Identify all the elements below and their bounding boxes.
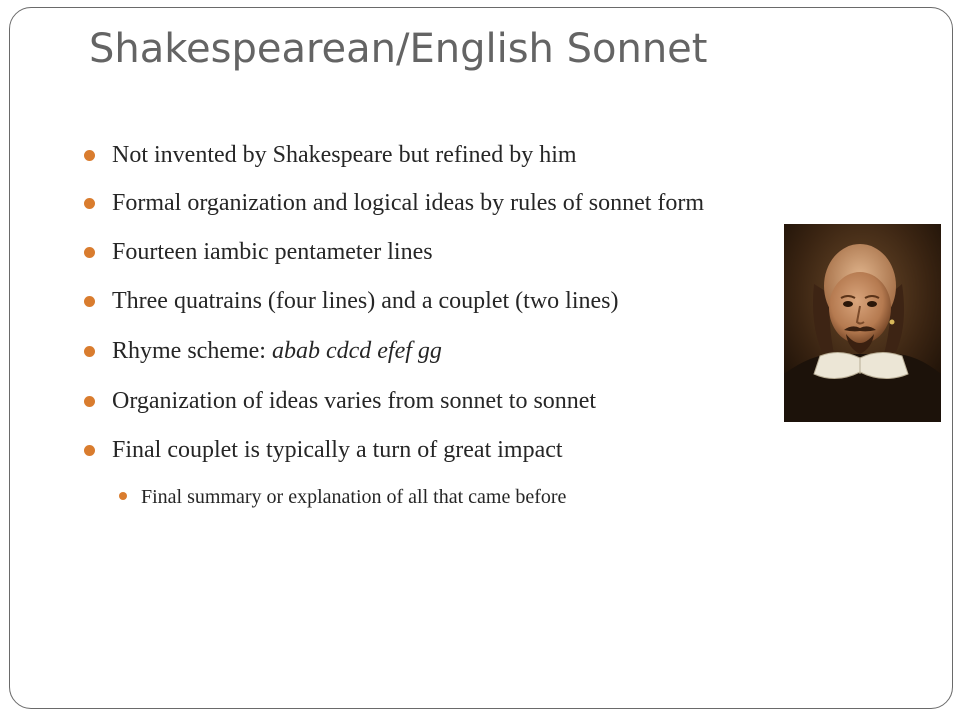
- bullet-marker-icon: [84, 396, 95, 407]
- bullet-text: Final couplet is typically a turn of great impact: [112, 437, 563, 463]
- bullet-text: Three quatrains (four lines) and a couplet (two lines): [112, 288, 619, 314]
- bullet-item: [112, 435, 563, 465]
- bullet-item: [112, 286, 618, 316]
- shakespeare-portrait-icon: [784, 224, 941, 422]
- bullet-text: Not invented by Shakespeare but refined by him: [112, 142, 577, 168]
- sub-bullet-text: Final summary or explanation of all that came before: [141, 486, 567, 508]
- bullet-marker-icon: [84, 150, 95, 161]
- bullet-item: [112, 237, 433, 267]
- slide-title: Shakespearean/English Sonnet: [89, 26, 708, 72]
- bullet-item: [112, 188, 704, 218]
- bullet-item: [112, 386, 596, 416]
- bullet-item: [112, 336, 442, 366]
- sub-bullet-item: [141, 484, 566, 510]
- rhyme-scheme: abab cdcd efef gg: [271, 338, 442, 364]
- bullet-marker-icon: [84, 346, 95, 357]
- bullet-marker-icon: [84, 198, 95, 209]
- bullet-marker-icon: [119, 492, 127, 500]
- bullet-item: [112, 140, 577, 170]
- bullet-label: Rhyme scheme:: [112, 338, 272, 364]
- bullet-marker-icon: [84, 445, 95, 456]
- bullet-marker-icon: [84, 247, 95, 258]
- bullet-marker-icon: [84, 296, 95, 307]
- bullet-text: Formal organization and logical ideas by rules of sonnet form: [112, 190, 705, 216]
- bullet-text: Organization of ideas varies from sonnet to sonnet: [112, 388, 597, 414]
- bullet-text: Fourteen iambic pentameter lines: [112, 239, 433, 265]
